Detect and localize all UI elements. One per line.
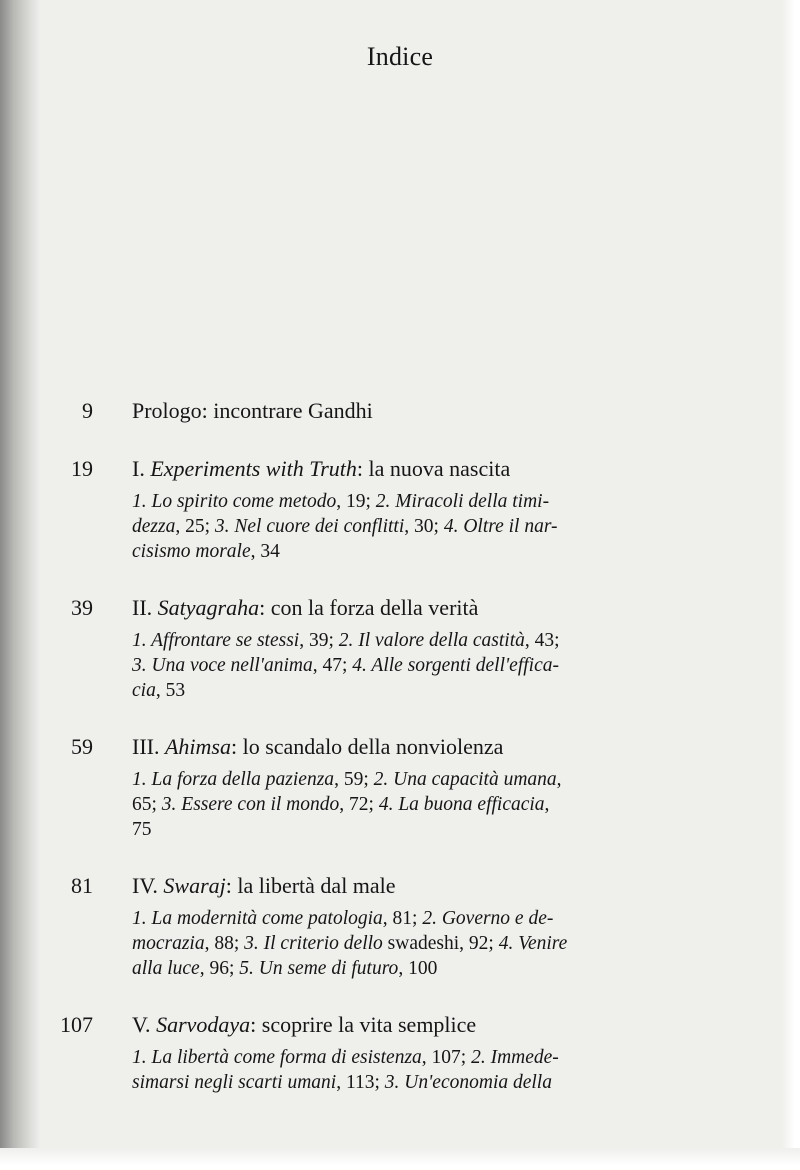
section-page-ref: , 96; [199, 958, 240, 979]
toc-heading [132, 872, 396, 900]
toc-page-number: 59 [71, 734, 93, 759]
section-page-ref: , [556, 769, 562, 790]
section-list [132, 1045, 697, 1095]
page-edge [782, 0, 800, 1170]
section-title: simarsi negli scarti umani [132, 1072, 337, 1093]
section-page-ref: , 25; [175, 516, 215, 537]
section-page-ref: , 113; [336, 1072, 385, 1093]
section-page-ref: , 92; [459, 933, 499, 954]
section-page-ref: , 107; [421, 1047, 472, 1068]
section-line [132, 767, 697, 792]
section-title: 1. La modernità come patologia [132, 908, 383, 929]
chapter-number: I. [132, 456, 151, 481]
section-page-ref: , 72; [339, 794, 379, 815]
section-title: 2. Governo e de- [422, 908, 554, 929]
section-page-ref: , [544, 794, 550, 815]
chapter-number: II. [132, 595, 158, 620]
section-title: 2. Il valore della castità [338, 630, 525, 651]
section-page-ref: , 34 [250, 541, 280, 562]
toc-heading [132, 397, 373, 425]
page-bottom-edge [0, 1148, 800, 1170]
section-title: 3. Essere con il mondo [161, 794, 340, 815]
chapter-title-italic: Experiments with Truth [150, 456, 357, 481]
section-line [132, 817, 697, 842]
section-page-ref: , 19; [336, 491, 376, 512]
section-page-ref: , 59; [334, 769, 374, 790]
section-page-ref: 65; [132, 794, 162, 815]
section-title: 1. Lo spirito come metodo [132, 491, 337, 512]
section-title: 4. Venire [498, 933, 568, 954]
section-list [132, 628, 697, 703]
section-line [132, 514, 697, 539]
chapter-subtitle: Prologo: incontrare Gandhi [132, 398, 373, 423]
section-title: 4. Alle sorgenti dell'effica- [352, 655, 559, 676]
page-title: Indice [366, 42, 434, 71]
toc-heading [132, 1011, 476, 1039]
section-title: 2. Immede- [471, 1047, 559, 1068]
toc-heading [132, 455, 510, 483]
section-line [132, 1070, 697, 1095]
section-line [132, 792, 697, 817]
section-page-ref: , 88; [204, 933, 245, 954]
section-line [132, 956, 697, 981]
section-title: 4. La buona efficacia [378, 794, 545, 815]
section-line [132, 678, 697, 703]
chapter-title-italic: Swaraj [163, 873, 226, 898]
chapter-number: IV. [132, 873, 164, 898]
toc-page-number: 19 [71, 456, 93, 481]
section-page-ref: 75 [132, 819, 152, 840]
chapter-subtitle: : con la forza della verità [259, 595, 479, 620]
section-list [132, 906, 697, 981]
chapter-subtitle: : scoprire la vita semplice [250, 1012, 477, 1037]
chapter-title-italic: Ahimsa [164, 734, 231, 759]
section-title: 5. Un seme di futuro [239, 958, 399, 979]
section-line [132, 539, 697, 564]
section-line [132, 1045, 697, 1070]
section-title: 3. Un'economia della [384, 1072, 552, 1093]
section-title: 2. Una capacità umana [373, 769, 557, 790]
section-title: 4. Oltre il nar- [443, 516, 558, 537]
section-page-ref: , 30; [404, 516, 444, 537]
section-page-ref: swadeshi [387, 933, 460, 954]
chapter-number: V. [132, 1012, 157, 1037]
toc-page-number: 9 [82, 398, 93, 423]
section-title: 1. La libertà come forma di esistenza [132, 1047, 422, 1068]
section-title: cisismo morale [132, 541, 251, 562]
toc-page-number: 39 [71, 595, 93, 620]
section-page-ref: , 39; [299, 630, 339, 651]
section-page-ref: , 47; [312, 655, 353, 676]
toc-heading [132, 594, 478, 622]
section-title: 3. Una voce nell'anima [132, 655, 313, 676]
section-title: mocrazia [132, 933, 205, 954]
section-line [132, 628, 697, 653]
chapter-number: III. [132, 734, 165, 759]
section-title: 1. Affrontare se stessi [132, 630, 300, 651]
chapter-title-italic: Sarvodaya [156, 1012, 251, 1037]
section-title: cia [132, 680, 156, 701]
toc-heading [132, 733, 503, 761]
section-page-ref: , 53 [155, 680, 186, 701]
section-title: 2. Miracoli della timi- [375, 491, 550, 512]
section-title: dezza [132, 516, 176, 537]
section-line [132, 653, 697, 678]
chapter-subtitle: : lo scandalo della nonviolenza [230, 734, 504, 759]
section-line [132, 489, 697, 514]
section-line [132, 931, 697, 956]
section-title: 3. Il criterio dello [244, 933, 388, 954]
section-line [132, 906, 697, 931]
section-list [132, 489, 697, 564]
section-title: 3. Nel cuore dei conflitti [214, 516, 405, 537]
toc-page-number: 107 [60, 1012, 93, 1037]
chapter-subtitle: : la nuova nascita [356, 456, 511, 481]
chapter-title-italic: Satyagraha [157, 595, 260, 620]
section-page-ref: , 100 [398, 958, 438, 979]
section-title: 1. La forza della pazienza [132, 769, 335, 790]
section-page-ref: , 81; [382, 908, 423, 929]
book-spine-shadow [0, 0, 40, 1170]
section-list [132, 767, 697, 842]
toc-page-number: 81 [71, 873, 93, 898]
chapter-subtitle: : la libertà dal male [225, 873, 396, 898]
section-title: alla luce [132, 958, 200, 979]
section-page-ref: , 43; [524, 630, 560, 651]
